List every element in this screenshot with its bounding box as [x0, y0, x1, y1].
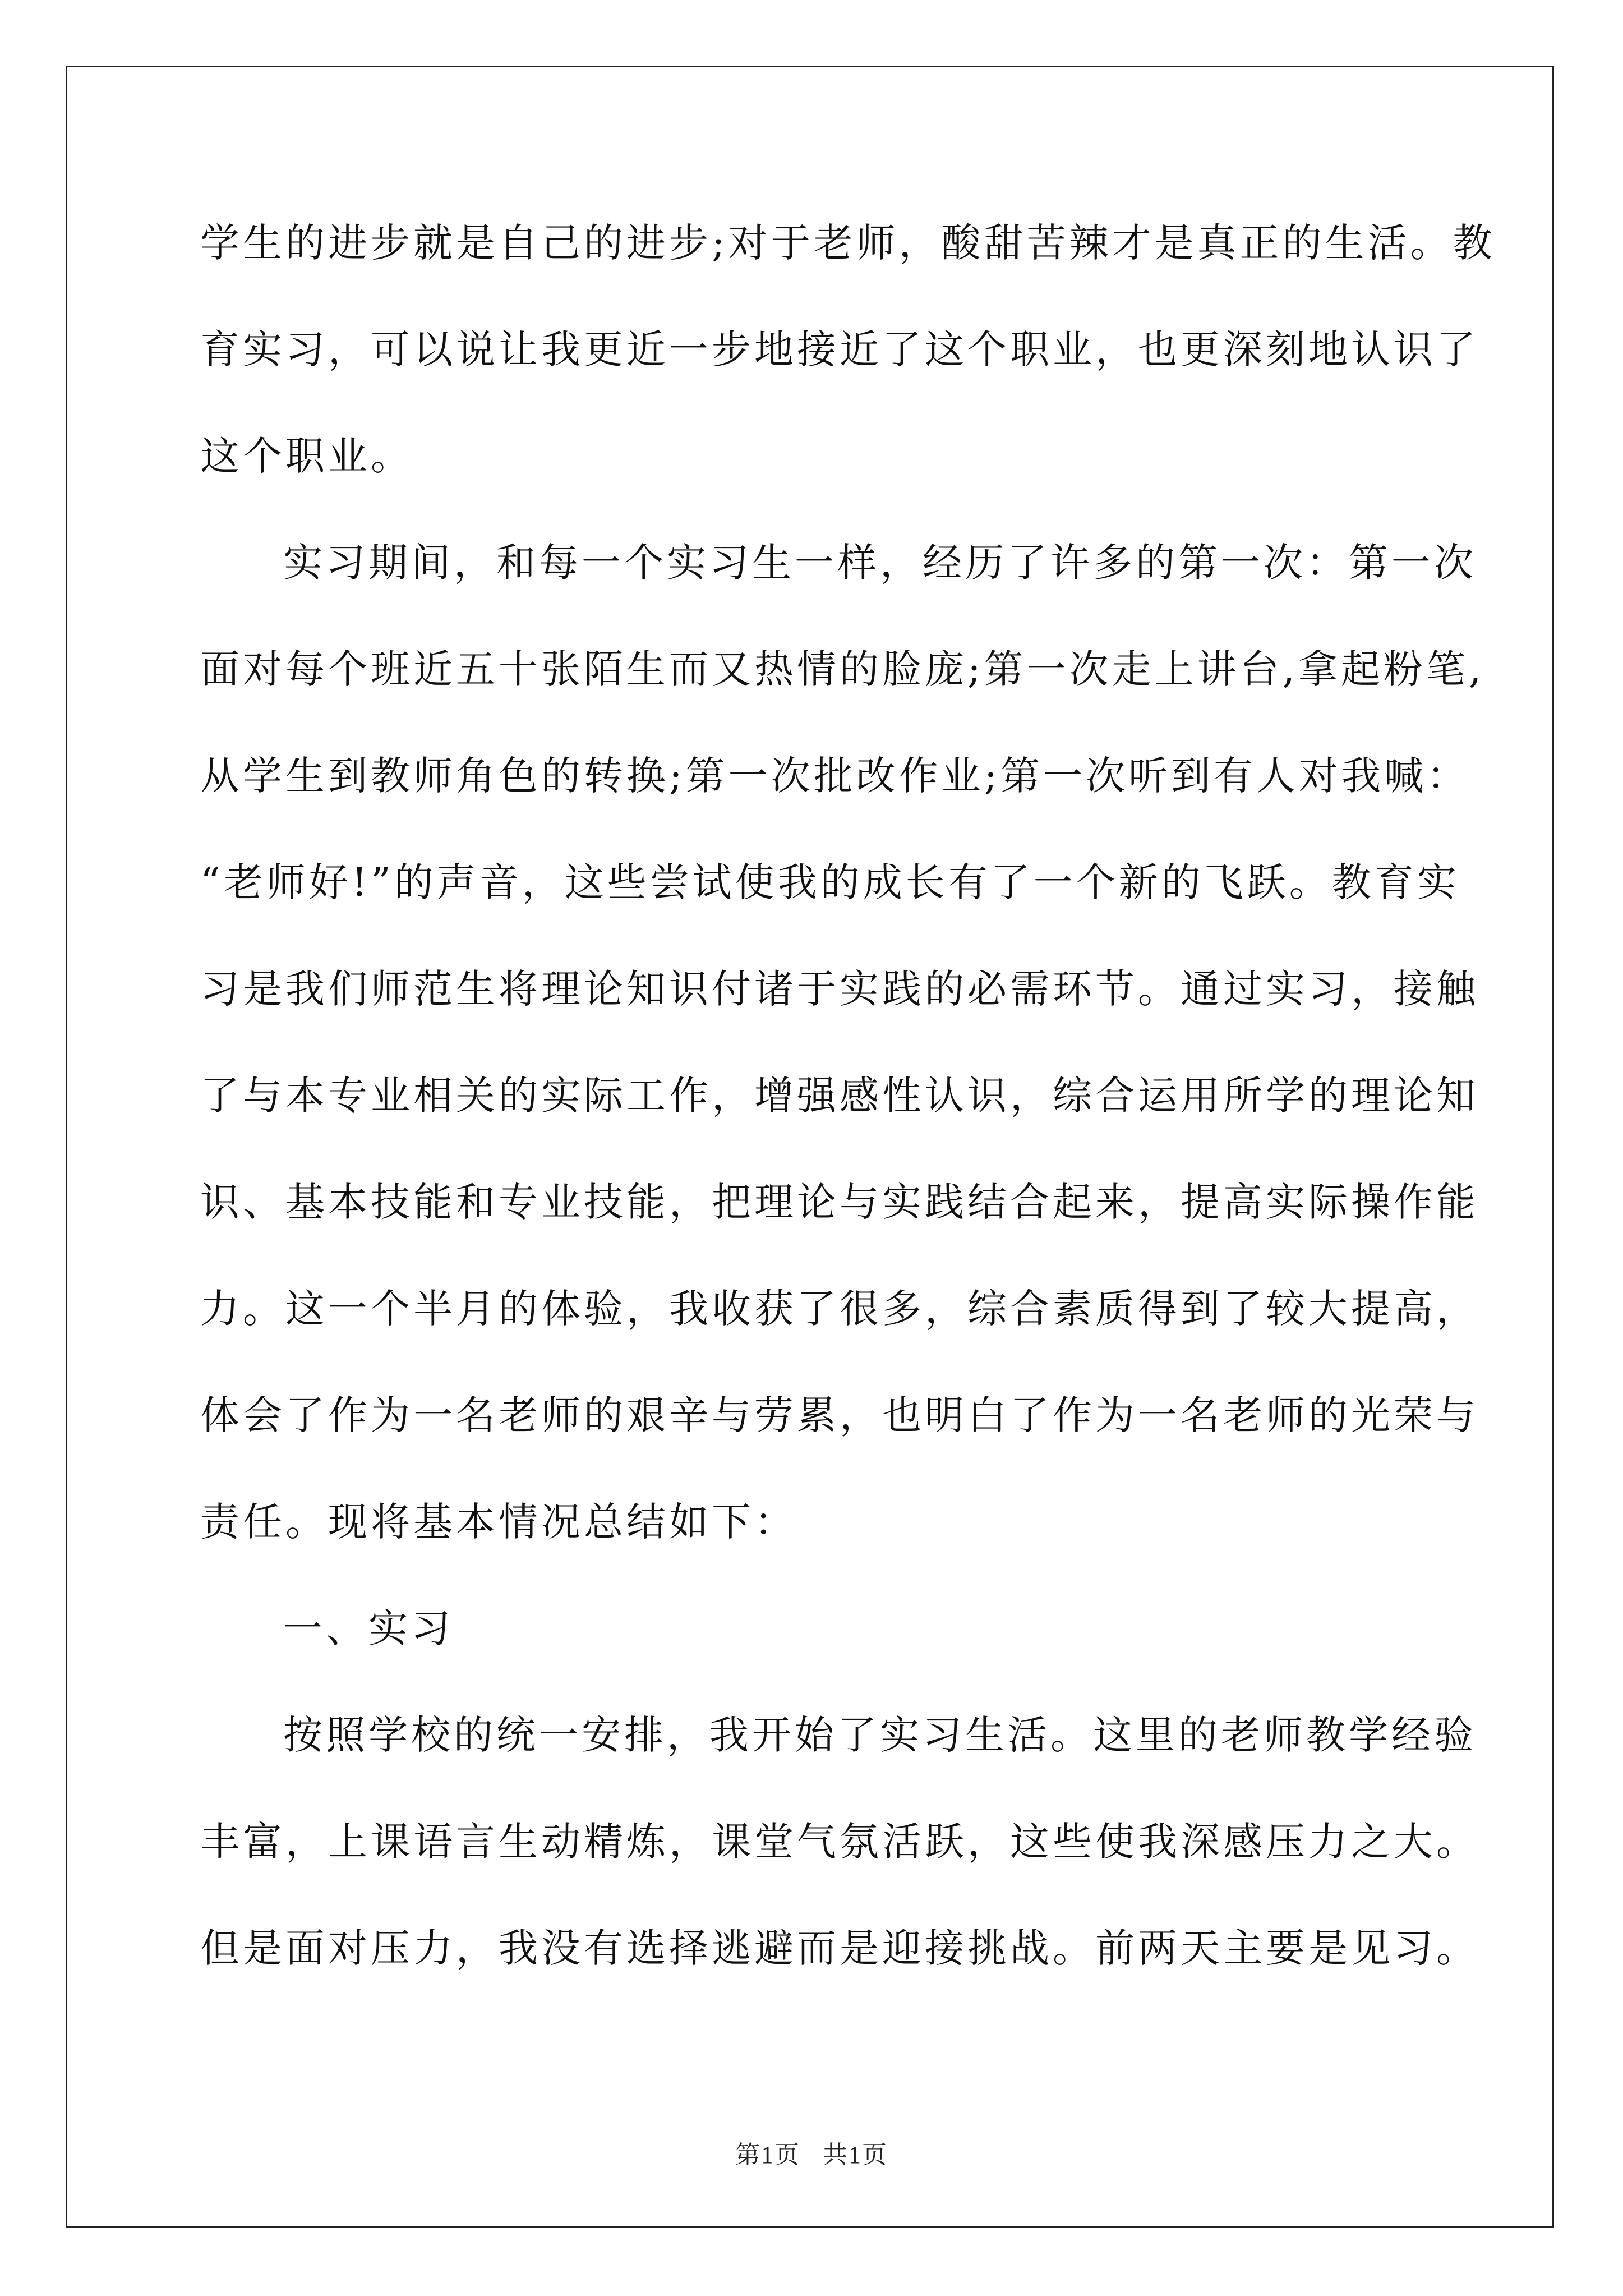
page-footer: [0, 2134, 1623, 2170]
section-heading: 一、实习: [283, 1605, 454, 1651]
text-line: 实习期间，和每一个实习生一样，经历了许多的第一次：第一次: [283, 540, 1477, 586]
document-body: [200, 210, 1496, 2022]
text-line: 育实习，可以说让我更近一步地接近了这个职业，也更深刻地认识了: [200, 326, 1479, 372]
page-total: 共1页: [823, 2141, 888, 2169]
text-line: 但是面对压力，我没有选择逃避而是迎接挑战。前两天主要是见习。: [200, 1925, 1479, 1971]
text-line: 面对每个班近五十张陌生而又热情的脸庞;第一次走上讲台,拿起粉笔,: [200, 646, 1485, 692]
text-line: 力。这一个半月的体验，我收获了很多，综合素质得到了较大提高，: [200, 1286, 1479, 1332]
text-line: 从学生到教师角色的转换;第一次批改作业;第一次听到有人对我喊：: [200, 753, 1470, 799]
text-line: 丰富，上课语言生动精炼，课堂气氛活跃，这些使我深感压力之大。: [200, 1819, 1479, 1865]
text-line: 习是我们师范生将理论知识付诸于实践的必需环节。通过实习，接触: [200, 966, 1479, 1012]
text-line: 按照学校的统一安排，我开始了实习生活。这里的老师教学经验: [283, 1712, 1477, 1758]
text-line: 这个职业。: [200, 433, 413, 479]
text-line: 了与本专业相关的实际工作，增强感性认识，综合运用所学的理论知: [200, 1073, 1479, 1119]
text-line: 责任。现将基本情况总结如下：: [200, 1499, 797, 1545]
text-line: 识、基本技能和专业技能，把理论与实践结合起来，提高实际操作能: [200, 1179, 1479, 1225]
text-line: 学生的进步就是自己的进步;对于老师，酸甜苦辣才是真正的生活。教: [200, 220, 1496, 266]
text-line: 体会了作为一名老师的艰辛与劳累，也明白了作为一名老师的光荣与: [200, 1392, 1479, 1438]
text-line: “老师好!”的声音，这些尝试使我的成长有了一个新的飞跃。教育实: [200, 859, 1460, 905]
page-number: 第1页: [735, 2141, 800, 2169]
